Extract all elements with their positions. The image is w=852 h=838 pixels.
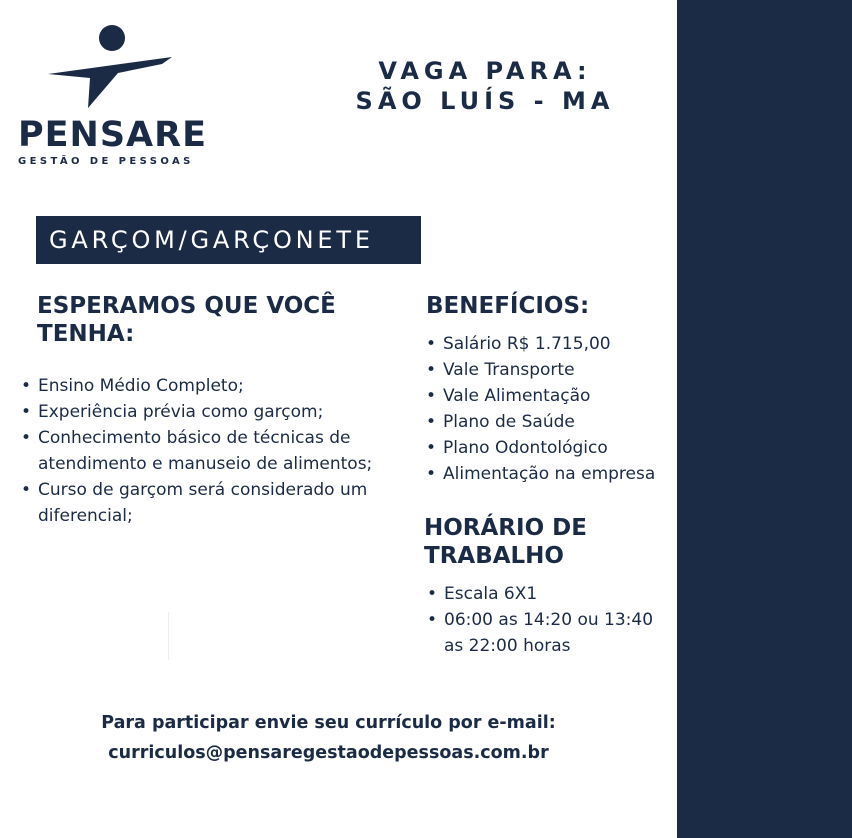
footer-instruction: Para participar envie seu currículo por e-mail:: [101, 713, 556, 733]
schedule-title-line-2: TRABALHO: [424, 543, 564, 569]
application-instructions: [0, 708, 657, 768]
logo-name: PENSARE: [18, 115, 208, 155]
list-item: • Curso de garçom será considerado um diferencial;: [18, 477, 408, 529]
schedule-list: [424, 581, 664, 659]
benefits-list: [423, 331, 683, 487]
job-title-banner: GARÇOM/GARÇONETE: [36, 216, 421, 264]
list-item: • Plano Odontológico: [423, 435, 683, 461]
list-item: • Salário R$ 1.715,00: [423, 331, 683, 357]
list-item: • Vale Transporte: [423, 357, 683, 383]
headline-line-2: SÃO LUÍS - MA: [355, 87, 615, 115]
list-item: • Conhecimento básico de técnicas de atendimento e manuseio de alimentos;: [18, 425, 408, 477]
benefits-title: BENEFÍCIOS:: [426, 293, 590, 319]
list-item: • Experiência prévia como garçom;: [18, 399, 408, 425]
side-color-band: [677, 0, 852, 838]
requirements-title-line-1: ESPERAMOS QUE VOCÊ: [37, 293, 336, 319]
list-item: • Plano de Saúde: [423, 409, 683, 435]
requirements-title: [37, 292, 336, 348]
schedule-title-line-1: HORÁRIO DE: [424, 515, 587, 541]
list-item: • 06:00 as 14:20 ou 13:40 as 22:00 horas: [424, 607, 664, 659]
divider: [168, 612, 169, 660]
list-item: • Ensino Médio Completo;: [18, 373, 408, 399]
list-item: • Vale Alimentação: [423, 383, 683, 409]
requirements-title-line-2: TENHA:: [37, 321, 135, 347]
requirements-list: [18, 373, 408, 529]
person-figure-icon: [14, 20, 214, 120]
list-item: • Escala 6X1: [424, 581, 664, 607]
pensare-logo: [14, 20, 214, 170]
headline: [340, 56, 630, 116]
schedule-title: [424, 514, 587, 570]
logo-tagline: GESTÃO DE PESSOAS: [18, 156, 194, 167]
headline-line-1: VAGA PARA:: [378, 57, 592, 85]
list-item: • Alimentação na empresa: [423, 461, 683, 487]
contact-email: curriculos@pensaregestaodepessoas.com.br: [108, 743, 549, 763]
